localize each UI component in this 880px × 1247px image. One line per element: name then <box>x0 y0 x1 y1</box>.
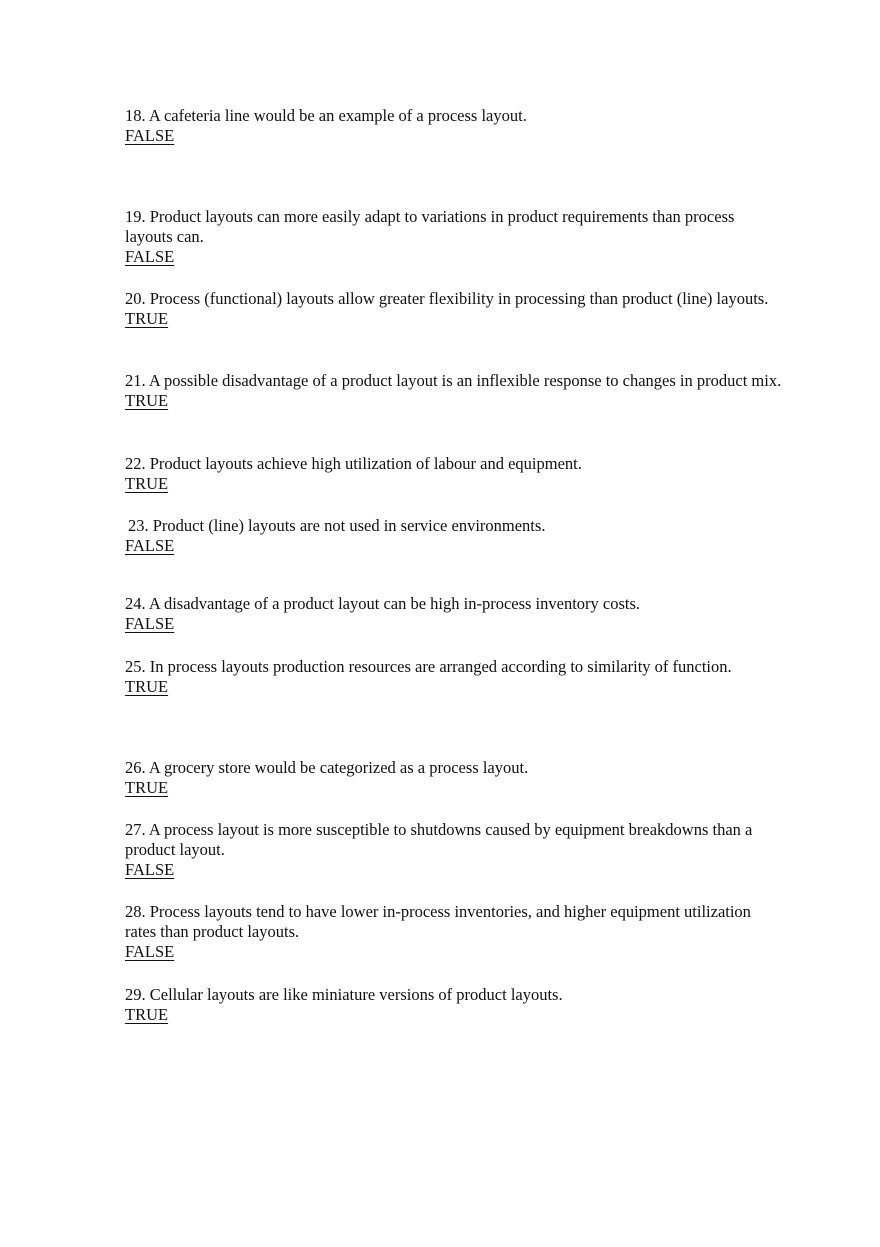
question-19 <box>125 207 785 267</box>
answer: FALSE <box>125 126 175 145</box>
question-22 <box>125 454 785 494</box>
question-text: 29. Cellular layouts are like miniature versions of product layouts. <box>125 985 563 1004</box>
question-text: 26. A grocery store would be categorized as a process layout. <box>125 758 529 777</box>
question-28 <box>125 902 785 962</box>
question-text: 20. Process (functional) layouts allow greater flexibility in processing than product (line) layouts. <box>125 289 769 308</box>
answer: FALSE <box>125 614 175 633</box>
question-text: 23. Product (line) layouts are not used in service environments. <box>128 516 546 535</box>
answer: TRUE <box>125 677 169 696</box>
question-text: 18. A cafeteria line would be an example of a process layout. <box>125 106 527 125</box>
question-text: 22. Product layouts achieve high utilization of labour and equipment. <box>125 454 582 473</box>
question-text: 27. A process layout is more susceptible to shutdowns caused by equipment breakdowns than a product layout. <box>125 820 753 859</box>
question-24 <box>125 594 785 634</box>
question-text: 24. A disadvantage of a product layout can be high in-process inventory costs. <box>125 594 641 613</box>
answer: TRUE <box>125 391 169 410</box>
question-text: 25. In process layouts production resources are arranged according to similarity of function. <box>125 657 732 676</box>
answer: FALSE <box>125 536 175 555</box>
question-27 <box>125 820 785 880</box>
answer: TRUE <box>125 778 169 797</box>
question-25 <box>125 657 785 697</box>
answer: FALSE <box>125 247 175 266</box>
answer: TRUE <box>125 474 169 493</box>
question-18 <box>125 106 785 146</box>
question-29 <box>125 985 785 1025</box>
question-26 <box>125 758 785 798</box>
answer: TRUE <box>125 1005 169 1024</box>
answer: FALSE <box>125 860 175 879</box>
question-20 <box>125 289 785 329</box>
question-text: 19. Product layouts can more easily adapt to variations in product requirements than process layouts can. <box>125 207 735 246</box>
question-21 <box>125 371 785 411</box>
question-23 <box>125 516 785 556</box>
answer: FALSE <box>125 942 175 961</box>
question-text: 21. A possible disadvantage of a product layout is an inflexible response to changes in product mix. <box>125 371 782 390</box>
question-text: 28. Process layouts tend to have lower in-process inventories, and higher equipment utilization rates than product layouts. <box>125 902 751 941</box>
answer: TRUE <box>125 309 169 328</box>
